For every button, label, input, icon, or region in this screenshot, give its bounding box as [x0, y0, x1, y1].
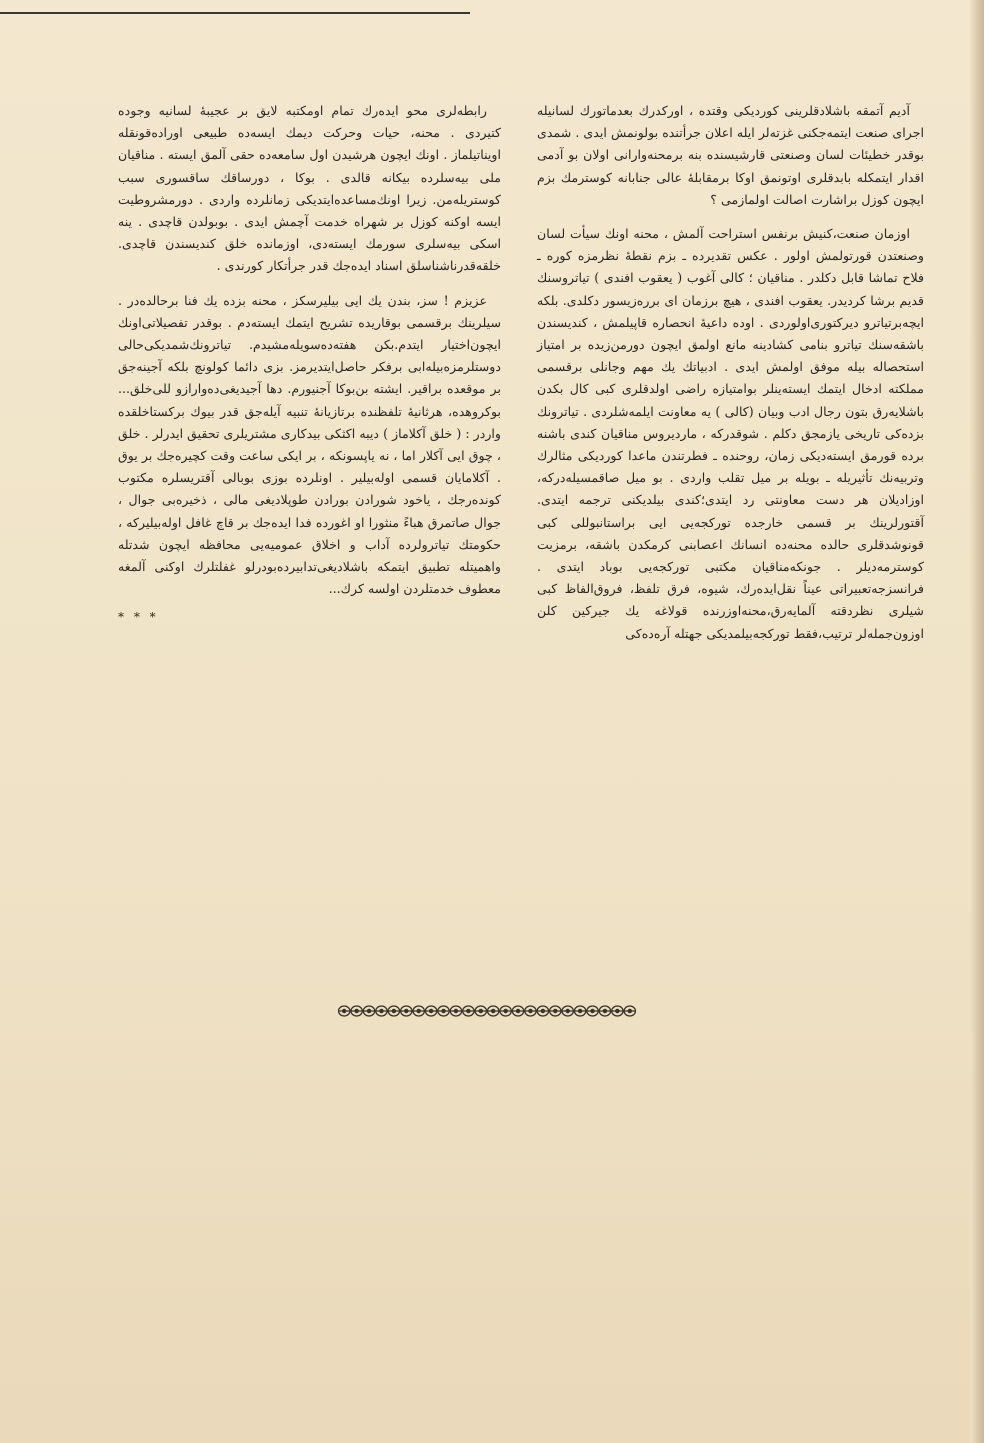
ornament-dot [454, 1009, 457, 1012]
ornament-dot [603, 1009, 606, 1012]
ornament-dot [392, 1009, 395, 1012]
right-text-column [537, 100, 924, 657]
ornament-dot [417, 1009, 420, 1012]
ornament-dot [405, 1009, 408, 1012]
ornament-dot [579, 1009, 582, 1012]
ornament-dot [516, 1009, 519, 1012]
ornament-dot [479, 1009, 482, 1012]
top-rule [0, 12, 470, 14]
left-text-column [118, 100, 501, 629]
ornament-dot [442, 1009, 445, 1012]
paragraph: رابطه‌لری محو ایده‌رك تمام اومکتبه لایق بر عجیبهٔ لسانیه وجوده کتیردی . محنه، حیات وحرکت دیمك ایسه‌ده طبیعی اوراده‌قونقله اویناتیلماز . اونك ایچون هرشیدن اول سامعه‌ده حقی آلمق ایسته . مناقیان ملی بیه‌سلرده بیکانه قالدی . بوکا ، دورساقك ساقسوری سبب کوستریله‌من. زیرا اونك‌مساعده‌ایتدیکی زمانلرده واردی . دورمشروطیت ایسه اوکنه کوزل بر شهراه خدمت آچمش ایدی . بوبولدن قاچدی . ینه اسکی بیه‌سلری سورمك ایسته‌دی، اوزمانده خلق کندیسندن قاچدی. خلقه‌قدرناشناسلق اسناد ایده‌جك قدر جرأتکار کورندی . [118, 103, 501, 274]
ornament-dot [492, 1009, 495, 1012]
paragraph: اوزمان صنعت،کنیش برنفس استراحت آلمش ، محنه اونك سیأت لسان وصنعتدن قورتولمش اولور . عکس تقدیرده ـ بزم نقطهٔ نظرمزه کوره ـ فلاح تماشا قابل دکلدر . مناقیان ؛ کالی آغوب ( یعقوب افندی ) تیاتروسنك قدیم برشا کردیدر. یعقوب افندی ، هیچ برزمان ای برره‌زیسور دکلدی. بلکه ایچه‌برتیاترو دیرکتوری‌اولوردی . اوده داعیهٔ انحصاره قاپیلمش ، کندیسندن باشقه‌سنك تیاترو بنامی کشادینه مانع اولمق ایچون دورمن‌زیده بر امتیاز استحصاله بیله موفق اولمش ایدی . ادبیاتك یك مهم وجانلی برقسمی مملکته ادخال ایتمك ایسته‌ینلر بوامتیازه راضی اولدقلری کبی کال بکدن باشلایه‌رق بتون رجال ادب وبیان (کالی ) یه معاونت ایلمه‌شلردی . تیاترونك بزده‌کی تاریخی یازمجق دکلم . شوقدرکه ، ماردیروس مناقیان کندی باشنه برده قورمق ایسته‌دیکی زمان، روحنده ـ فطرتندن ماعدا کوردیکی مثالرك وتربیه‌نك تأثیریله ـ بویله بر میل تقلب واردی . بو میل صاقمسیله‌درکه، اوزادیلان هر دست معاونتی رد ایتدی؛کندی بیلدیکنی ترجمه ایتدی. آقتورلرینك بر قسمی خارجده تورکجه‌یی ایی براستانبوللی کبی قونوشدقلری حالده محنه‌ده انسانك اعصابنی کرمکدن باشقه، برمزیت کوسترمه‌دیلر . جونکه‌مناقیان مکتبی تورکجه‌یی بوباد ایتدی . فرانسزجه‌تعبیراتی عیناً نقل‌ایده‌رك، شیوه، فرق تلفظ، فروق‌الفاظ کبی شیلری نظردقته آلمایه‌رق،محنه‌اوزرنده قولاغه یك جیرکین کلن اوزون‌جمله‌لر ترتیب،فقط تورکجه‌بیلمدیکی جهتله آرەده‌کی [537, 226, 924, 641]
ornament-dot [591, 1009, 594, 1012]
ornament-dot [566, 1009, 569, 1012]
ornament-dot [529, 1009, 532, 1012]
end-mark: * * * [118, 610, 159, 625]
ornament-dot [616, 1009, 619, 1012]
page-edge-shadow [970, 0, 984, 1443]
ornament-dot [504, 1009, 507, 1012]
ornamental-divider [338, 1003, 636, 1019]
paragraph: عزیزم ! سز، بندن یك ایی بیلیرسکز ، محنه بزده یك فنا برحالده‌در . سیلرینك برقسمی بوقاریده تشریح ایتمك ایسته‌دم . بوقدر تفصیلاتی‌اونك ایچون‌اختیار ایتدم.بکن هفته‌ده‌سویله‌مشیدم. تیاترونك‌شمدیکی‌حالی دوستلرمزه‌بیله‌ابی برفکر حاصل‌ایتدیرمز. بزی دائما کولونچ بلکه آجینه‌جق بر موقعده براقیر. ایشته بن‌بوکا آجنیورم. دها آجیدیغی‌دەوارازو للی‌خلق... بوکروهده، هرثانیهٔ تلفظنده برتازیانهٔ تنبیه آیله‌جق قدر بیوك برکستاخلقده واردر : ( خلق آکلاماز ) دیبه اکثکی بیدکاری مشتریلری تحقیق ایدرلر . خلق ، چوق ایی آکلار اما ، نه یاپسونکه ، بر ایکی ساعت وقت کچیره‌جك بر یوق . آکلامایان قسمی اوله‌بیلیر . اونلرده بوزی بوبالی آقتریسلره مکتوب کونده‌رجك ، یاخود شورادن بورادن طوپلادیغی مالی ، ذخیره‌بی جوال ، جوال صاتمرق هباءً منثورا او اغورده فدا ایده‌جك بر قاچ غافل اوله‌بیلیرکه ، حکومتك تیاترولرده آداب و اخلاق عمومیه‌یی محافظه ایچون شدتله واهمیتله تطبیق ایتمکه باشلادیغی‌تدابیرده‌بودرلو غفلتلرك اوکنی آلمغه معطوف خدمتلردن اولسه کرك... [118, 292, 501, 597]
ornament-dot [430, 1009, 433, 1012]
paragraph: آدیم آتمقه باشلادقلرینی کوردیکی وقتده ، اورکدرك بعدماتورك لسانیله اجرای صنعت ایتمه‌جکنی غزته‌لر ایله اعلان جرأتنده بولونمش ایدی . شمدی بوقدر خطیئات لسان وصنعتی قارشیسنده بنه برمحنه‌وارانی اولان بو آدمی اقدار ایتمکله بابدقلری اوتونمق اوکا برمقابلهٔ عالی جنابانه کوسترمك بزم ایچون کوزل براشارت اصالت اولمازمی ؟ [537, 103, 924, 207]
ornament-dot [554, 1009, 557, 1012]
ornament-dot [628, 1009, 631, 1012]
ornament-dot [541, 1009, 544, 1012]
ornament-dot [380, 1009, 383, 1012]
ornament-dot [467, 1009, 470, 1012]
ornament-dot [343, 1009, 346, 1012]
ornament-dot [355, 1009, 358, 1012]
ornament-dot [367, 1009, 370, 1012]
